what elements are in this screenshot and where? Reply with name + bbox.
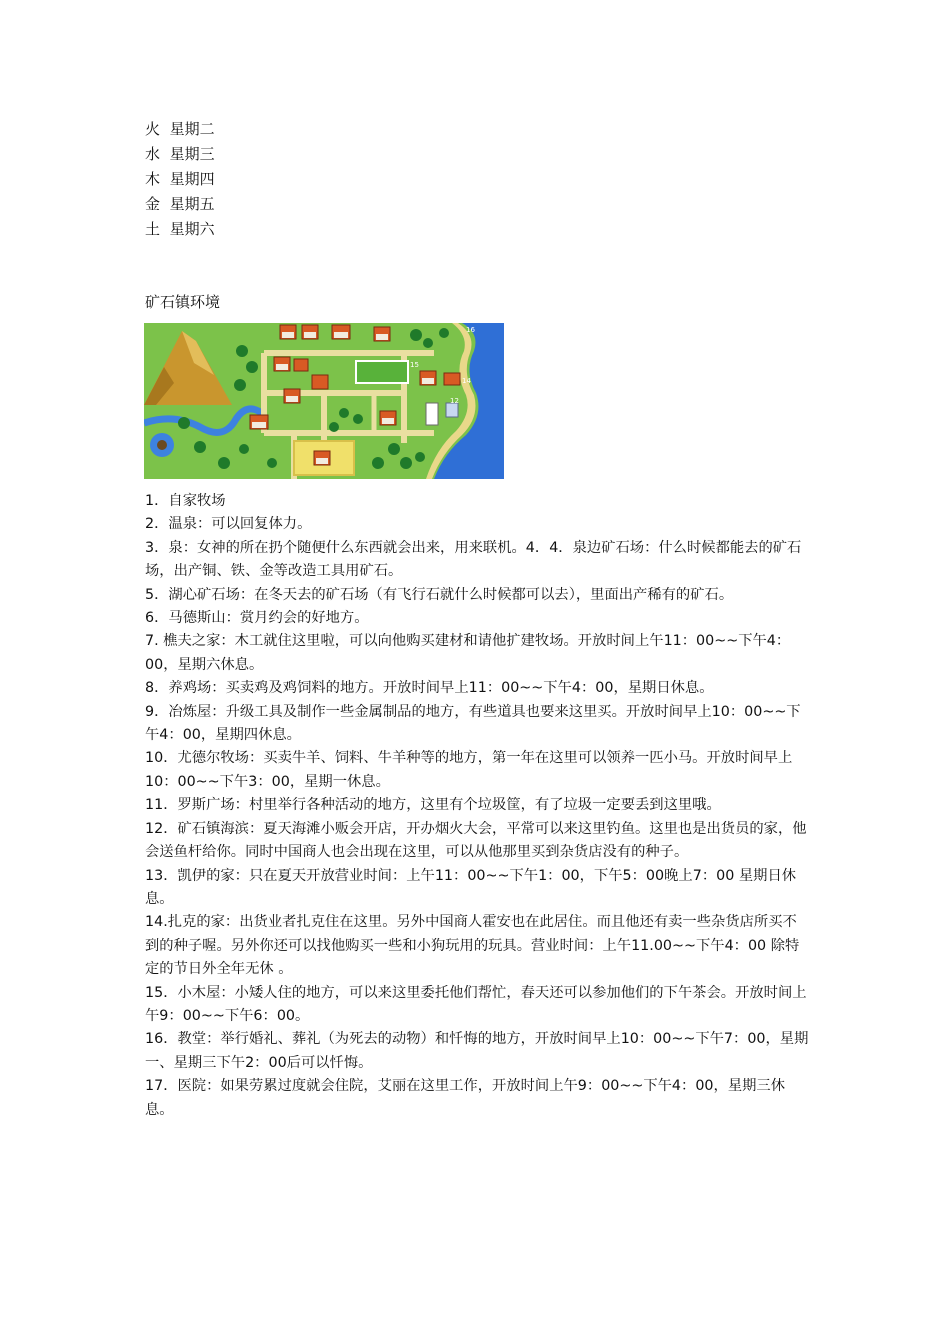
list-item: 5．湖心矿石场：在冬天去的矿石场（有飞行石就什么时候都可以去），里面出产稀有的矿石。 <box>145 586 734 603</box>
weekday-kanji: 金 <box>145 195 161 213</box>
weekday-kanji: 土 <box>145 220 161 238</box>
list-item: 11．罗斯广场：村里举行各种活动的地方，这里有个垃圾筐，有了垃圾一定要丢到这里哦。 <box>145 797 721 814</box>
weekday-kanji: 木 <box>145 170 161 188</box>
list-item: 10．尤德尔牧场：买卖牛羊、饲料、牛羊种等的地方，第一年在这里可以领养一匹小马。开放时间早上10：00~~下午3：00，星期一休息。 <box>145 750 793 790</box>
weekday-kanji: 火 <box>145 120 161 138</box>
weekday-name: 星期五 <box>169 195 215 213</box>
weekday-row <box>145 167 215 192</box>
location-list <box>145 490 810 1122</box>
map-label: 12 <box>450 397 459 405</box>
weekday-name: 星期三 <box>169 145 215 163</box>
list-item: 14.扎克的家：出货业者扎克住在这里。另外中国商人霍安也在此居住。而且他还有卖一些杂货店所买不到的种子喔。另外你还可以找他购买一些和小狗玩用的玩具。营业时间：上午11.00~~下午4：00 除特定的节日外全年无休 。 <box>145 914 800 978</box>
weekday-row <box>145 192 215 217</box>
weekday-name: 星期二 <box>169 120 215 138</box>
weekday-kanji: 水 <box>145 145 161 163</box>
town-map-image <box>144 323 504 479</box>
list-item: 12．矿石镇海滨：夏天海滩小贩会开店，开办烟火大会，平常可以来这里钓鱼。这里也是出货员的家，他会送鱼杆给你。同时中国商人也会出现在这里，可以从他那里买到杂货店没有的种子。 <box>145 820 807 861</box>
list-item: 6．马德斯山：赏月约会的好地方。 <box>145 610 369 627</box>
map-label: 14 <box>462 377 471 385</box>
list-item: 2．温泉：可以回复体力。 <box>145 516 312 533</box>
list-item: 17．医院：如果劳累过度就会住院，艾丽在这里工作，开放时间上午9：00~~下午4：00，星期三休息。 <box>145 1078 786 1118</box>
weekday-list <box>145 117 215 242</box>
list-item: 15．小木屋：小矮人住的地方，可以来这里委托他们帮忙，春天还可以参加他们的下午茶会。开放时间上午9：00~~下午6：00。 <box>145 984 807 1024</box>
list-item: 8．养鸡场：买卖鸡及鸡饲料的地方。开放时间早上11：00~~下午4：00，星期日休息。 <box>145 680 714 697</box>
weekday-name: 星期六 <box>169 220 215 238</box>
list-item: 9．冶炼屋：升级工具及制作一些金属制品的地方，有些道具也要来这里买。开放时间早上10：00~~下午4：00，星期四休息。 <box>145 703 801 744</box>
list-item: 7. 樵夫之家：木工就住这里啦，可以向他购买建材和请他扩建牧场。开放时间上午11：00~~下午4：00，星期六休息。 <box>145 633 791 673</box>
weekday-row <box>145 142 215 167</box>
map-label: 16 <box>466 326 475 334</box>
weekday-name: 星期四 <box>169 170 215 188</box>
list-item: 13．凯伊的家：只在夏天开放营业时间：上午11：00~~下午1：00，下午5：00晚上7：00 星期日休息。 <box>145 867 797 907</box>
section-title: 矿石镇环境 <box>145 293 221 311</box>
list-item: 3．泉：女神的所在扔个随便什么东西就会出来，用来联机。4．4．泉边矿石场：什么时候都能去的矿石场，出产铜、铁、金等改造工具用矿石。 <box>145 539 802 580</box>
list-item: 1．自家牧场 <box>145 493 226 509</box>
map-label: 15 <box>410 361 419 369</box>
weekday-row <box>145 217 215 242</box>
weekday-row <box>145 117 215 142</box>
list-item: 16．教堂：举行婚礼、葬礼（为死去的动物）和忏悔的地方，开放时间早上10：00~~下午7：00，星期一、星期三下午2：00后可以忏悔。 <box>145 1031 809 1071</box>
